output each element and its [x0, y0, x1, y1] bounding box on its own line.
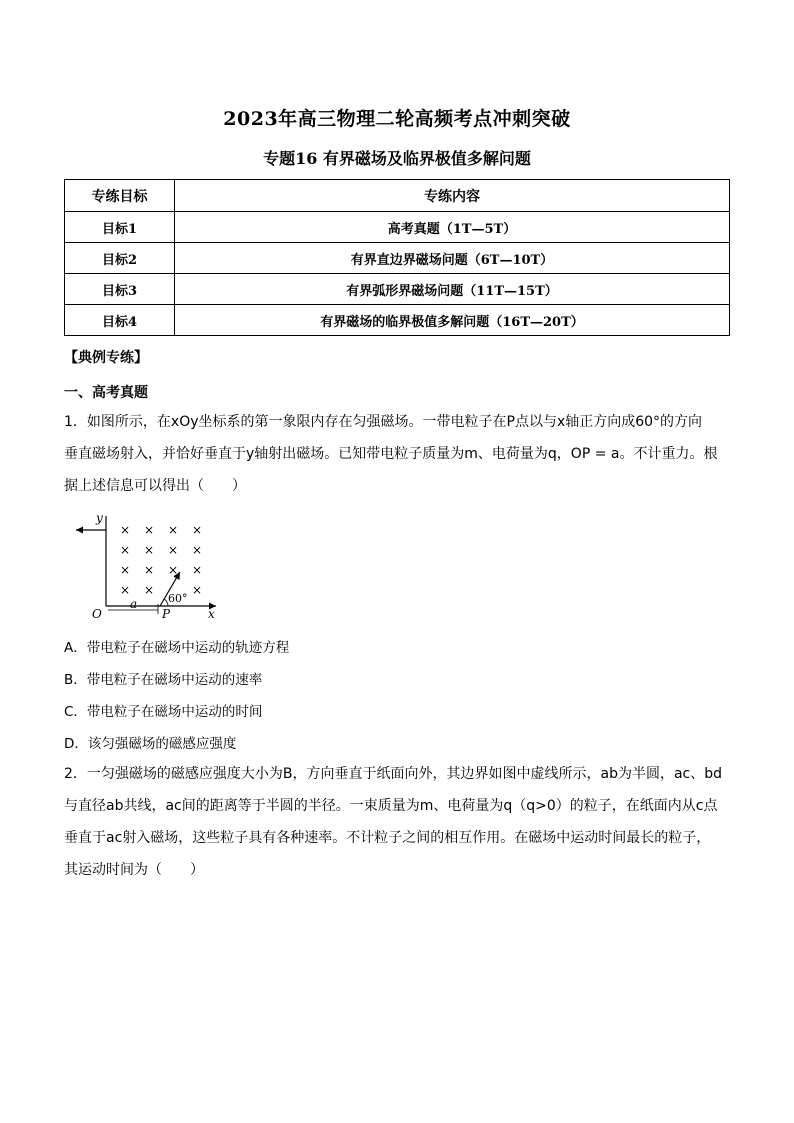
page-subtitle: 专题16 有界磁场及临界极值多解问题: [263, 149, 531, 168]
section-label: 【典例专练】: [64, 350, 148, 366]
table-cell: 有界直边界磁场问题（6T—10T）: [175, 243, 730, 274]
field-cross-mark: ×: [144, 563, 155, 577]
field-cross-mark: ×: [168, 563, 179, 577]
option-d: D．该匀强磁场的磁感应强度: [64, 736, 237, 752]
y-label: y: [96, 511, 103, 525]
op-length-label: a: [130, 597, 138, 611]
field-cross-mark: ×: [120, 523, 131, 537]
option-a: A．带电粒子在磁场中运动的轨迹方程: [64, 640, 290, 656]
table-header-cell: 专练目标: [65, 180, 175, 212]
field-cross-mark: ×: [168, 523, 179, 537]
question-1-text: [64, 406, 736, 502]
field-cross-mark: ×: [144, 543, 155, 557]
field-cross-mark: ×: [192, 543, 203, 557]
question-2-line: 垂直于ac射入磁场，这些粒子具有各种速率。不计粒子之间的相互作用。在磁场中运动时间最长的粒子，: [64, 830, 711, 846]
question-2-text: [64, 758, 736, 886]
table-cell: 高考真题（1T—5T）: [175, 212, 730, 243]
question-2-line: 2．一匀强磁场的磁感应强度大小为B，方向垂直于纸面向外，其边界如图中虚线所示，ab为半圆，ac、bd: [64, 766, 723, 782]
question-1-line: 据上述信息可以得出（ ）: [64, 478, 246, 494]
field-cross-mark: ×: [144, 523, 155, 537]
field-cross-mark: ×: [192, 563, 203, 577]
question-1-figure: [64, 506, 224, 624]
table-header-row: [65, 180, 730, 212]
table-cell: 目标4: [65, 305, 175, 336]
field-cross-mark: ×: [120, 543, 131, 557]
table-cell: 目标3: [65, 274, 175, 305]
option-c: C．带电粒子在磁场中运动的时间: [64, 704, 263, 720]
field-cross-mark: ×: [120, 583, 131, 597]
part-heading: 一、高考真题: [64, 385, 148, 401]
goals-table: [64, 179, 730, 336]
field-cross-mark: ×: [192, 583, 203, 597]
table-row: [65, 305, 730, 336]
question-2-line: 其运动时间为（ ）: [64, 862, 204, 878]
table-cell: 目标1: [65, 212, 175, 243]
angle-label: 60°: [168, 592, 188, 605]
field-cross-mark: ×: [168, 543, 179, 557]
table-row: [65, 212, 730, 243]
point-p-label: P: [162, 607, 171, 621]
field-cross-mark: ×: [144, 583, 155, 597]
option-b: B．带电粒子在磁场中运动的速率: [64, 672, 263, 688]
question-1-line: 垂直磁场射入，并恰好垂直于y轴射出磁场。已知带电粒子质量为m、电荷量为q，OP = a。不计重力。根: [64, 446, 718, 462]
origin-label: O: [92, 607, 102, 621]
table-cell: 有界弧形界磁场问题（11T—15T）: [175, 274, 730, 305]
x-label: x: [208, 607, 215, 621]
table-header-cell: 专练内容: [175, 180, 730, 212]
page-title: 2023年高三物理二轮高频考点冲刺突破: [223, 108, 571, 130]
question-2-line: 与直径ab共线，ac间的距离等于半圆的半径。一束质量为m、电荷量为q（q>0）的粒子，在纸面内从c点: [64, 798, 718, 814]
field-cross-mark: ×: [192, 523, 203, 537]
table-row: [65, 243, 730, 274]
table-cell: 有界磁场的临界极值多解问题（16T—20T）: [175, 305, 730, 336]
question-1-line: 1．如图所示，在xOy坐标系的第一象限内存在匀强磁场。一带电粒子在P点以与x轴正方向成60°的方向: [64, 414, 703, 430]
magnetic-field-marks: [120, 523, 202, 597]
table-row: [65, 274, 730, 305]
table-cell: 目标2: [65, 243, 175, 274]
field-cross-mark: ×: [120, 563, 131, 577]
